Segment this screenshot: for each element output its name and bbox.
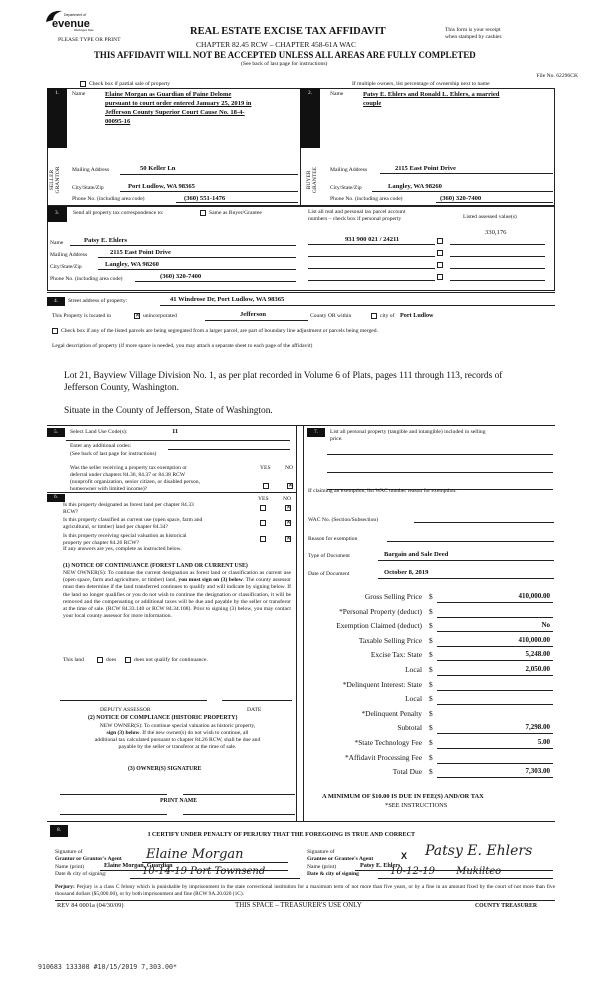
grantor-name-label: Name (print) bbox=[55, 864, 85, 870]
price-label: Local bbox=[405, 694, 422, 704]
additional-codes-label: Enter any additional codes: bbox=[70, 443, 132, 449]
signature-line bbox=[183, 814, 295, 815]
city-checkbox[interactable] bbox=[371, 313, 377, 319]
date-label: DATE bbox=[247, 707, 262, 713]
price-label: Taxable Selling Price bbox=[358, 635, 422, 645]
price-value[interactable]: 410,000.00 bbox=[518, 592, 550, 600]
divider bbox=[47, 492, 297, 493]
same-as-buyer-checkbox[interactable] bbox=[200, 210, 206, 216]
receipt-note: when stamped by cashier. bbox=[445, 34, 503, 40]
legal-description: Situate in the County of Jefferson, State of Washington. bbox=[64, 406, 273, 416]
field-line bbox=[160, 305, 555, 306]
send-correspondence-label: Send all property tax correspondence to: bbox=[73, 210, 164, 216]
field-line bbox=[437, 675, 553, 676]
signature-line bbox=[183, 794, 295, 795]
price-label: *Personal Property (deduct) bbox=[339, 606, 422, 616]
notice1-title: (1) NOTICE OF CONTINUANCE (FOREST LAND OR CURRENT USE) bbox=[63, 563, 248, 569]
exemption-question: (nonprofit organization, senior citizen, or disabled person, bbox=[70, 479, 200, 485]
field-line bbox=[120, 191, 298, 192]
seller-city-label: City/State/Zip bbox=[72, 185, 104, 191]
dollar-sign: $ bbox=[429, 752, 433, 762]
field-line bbox=[378, 878, 553, 879]
warning: THIS AFFIDAVIT WILL NOT BE ACCEPTED UNLESS ALL AREAS ARE FULLY COMPLETED bbox=[94, 50, 476, 60]
field-line bbox=[437, 617, 553, 618]
s3-phone-label: Phone No. (including area code) bbox=[50, 276, 123, 282]
buyer-mailing[interactable]: 2115 East Point Drive bbox=[395, 165, 456, 172]
dollar-sign: $ bbox=[429, 606, 433, 616]
s6-question: property per chapter 84.26 RCW? bbox=[63, 540, 139, 546]
does-label: does bbox=[106, 657, 117, 663]
grantor-sig-label: Signature of bbox=[55, 849, 83, 855]
yes-header: YES bbox=[260, 465, 271, 471]
buyer-name[interactable]: Patsy E. Ehlers and Ronald L. Ehlers, a married bbox=[363, 91, 500, 98]
county[interactable]: Jefferson bbox=[240, 311, 266, 318]
doc-type[interactable]: Bargain and Sale Deed bbox=[384, 551, 449, 558]
dollar-sign: $ bbox=[429, 635, 433, 645]
field-line bbox=[437, 631, 553, 632]
s3-phone[interactable]: (360) 320-7400 bbox=[160, 273, 202, 280]
field-line bbox=[378, 560, 554, 561]
exemption-yes-checkbox[interactable] bbox=[263, 483, 269, 489]
buyer-mailing-label: Mailing Address bbox=[330, 167, 368, 173]
form-revision: REV 84 0001a (04/30/09) bbox=[57, 902, 124, 909]
print-name-label: PRINT NAME bbox=[160, 798, 198, 804]
multiple-owners-note: If multiple owners, list percentage of ownership next to name bbox=[352, 81, 490, 87]
s3-city-label: City/State/Zip bbox=[50, 264, 82, 270]
s3-city[interactable]: Langley, WA 98260 bbox=[105, 261, 159, 268]
perjury-notice: Perjury: Perjury is a class C felony which is punishable by imprisonment in the state correctional institution for a maximum term of not more than five years, or by a fine in an amount fixed by the court of not more than five thousand dollars ($5,000.00), or by both imprisonment and fine (RCW 9A.20.020 (1C). bbox=[55, 884, 555, 897]
price-label: Total Due bbox=[392, 767, 422, 777]
grantee-date-label: Date & city of signing bbox=[307, 871, 359, 877]
buyer-name[interactable]: couple bbox=[363, 100, 382, 107]
buyer-name-label: Name bbox=[330, 91, 344, 97]
this-land-label: This land bbox=[63, 657, 84, 663]
dollar-sign: $ bbox=[429, 723, 433, 733]
city-name[interactable]: Port Ludlow bbox=[400, 312, 434, 319]
price-label: *Delinquent Interest: State bbox=[342, 679, 422, 689]
dollar-sign: $ bbox=[429, 679, 433, 689]
treasurer-space: THIS SPACE – TREASURER'S USE ONLY bbox=[235, 901, 362, 909]
s6-question: Is this property classified as current use (open space, farm and bbox=[63, 517, 203, 523]
s6-question: RCW? bbox=[63, 509, 79, 515]
field-line bbox=[437, 748, 553, 749]
s3-name[interactable]: Patsy E. Ehlers bbox=[84, 237, 128, 244]
field-line bbox=[308, 256, 435, 257]
seller-mailing-label: Mailing Address bbox=[72, 167, 110, 173]
seller-name[interactable]: 00095-16 bbox=[105, 118, 131, 125]
segregated-checkbox[interactable] bbox=[52, 328, 58, 334]
personal-property-checkbox[interactable] bbox=[437, 274, 443, 280]
parcel-number[interactable]: 931 900 021 / 24211 bbox=[345, 236, 400, 243]
parcel-label: numbers – check box if personal property bbox=[308, 216, 402, 222]
field-line bbox=[437, 733, 553, 734]
notice2-title: (2) NOTICE OF COMPLIANCE (HISTORIC PROPERTY) bbox=[88, 715, 238, 721]
s6-question: agricultural, or timber) land per chapter 84.34? bbox=[63, 524, 168, 530]
section-number: 5. bbox=[47, 428, 65, 437]
parcel-label: List all real and personal tax parcel account bbox=[308, 209, 406, 215]
signature-line bbox=[60, 794, 167, 795]
personal-property-checkbox[interactable] bbox=[437, 238, 443, 244]
field-line bbox=[450, 244, 545, 245]
s3-mailing[interactable]: 2115 East Point Drive bbox=[110, 249, 171, 256]
grantee-sig-label: Grantee or Grantee's Agent bbox=[307, 856, 374, 862]
seller-name[interactable]: pursuant to court order entered January 25, 2019 in bbox=[105, 100, 252, 107]
dollar-sign: $ bbox=[429, 665, 433, 674]
unincorporated-label: unincorporated bbox=[143, 313, 177, 319]
buyer-city-label: City/State/Zip bbox=[330, 185, 362, 191]
field-line bbox=[327, 454, 553, 455]
legal-label: Legal description of property (if more space is needed, you may attach a separate sheet to each page of the affidavit) bbox=[52, 343, 313, 349]
personal-property-label: price. bbox=[330, 436, 343, 442]
field-line bbox=[168, 449, 290, 450]
notice2-text: sign (3) below. If the new owner(s) do not wish to continue, all bbox=[106, 730, 249, 736]
seller-mailing[interactable]: 50 Keller Ln bbox=[140, 165, 176, 172]
dollar-sign: $ bbox=[429, 767, 433, 777]
grantor-date-city[interactable]: 10-14-19 Port Townsend bbox=[142, 866, 266, 877]
segregated-label: Check box if any of the listed parcels are being segregated from a larger parcel, are part of boundary line adjustment or parcels being merged. bbox=[61, 328, 378, 334]
no-header: NO bbox=[285, 465, 294, 471]
section-bar bbox=[47, 100, 67, 148]
dollar-sign: $ bbox=[429, 621, 433, 631]
s6-yes-checkbox[interactable] bbox=[260, 536, 266, 542]
does-not-label: does not qualify for continuance. bbox=[134, 657, 208, 663]
dollar-sign: $ bbox=[429, 650, 433, 660]
field-line bbox=[378, 578, 554, 579]
price-value[interactable]: 2,050.00 bbox=[525, 665, 550, 673]
buyer-phone[interactable]: (360) 320-7400 bbox=[440, 195, 482, 202]
section-number: 3. bbox=[47, 206, 67, 222]
exemption-question: homeowner with limited income)? bbox=[70, 486, 148, 492]
receipt-note: This form is your receipt bbox=[445, 27, 501, 33]
see-instructions: *SEE INSTRUCTIONS bbox=[385, 802, 448, 809]
same-as-buyer-label: Same as Buyer/Grantee bbox=[209, 210, 262, 216]
field-line bbox=[437, 646, 553, 647]
divider bbox=[47, 292, 555, 293]
svg-text:evenue: evenue bbox=[52, 18, 90, 30]
price-value[interactable]: 7,298.00 bbox=[525, 723, 550, 732]
personal-property-checkbox[interactable] bbox=[437, 250, 443, 256]
field-line bbox=[380, 173, 553, 174]
dollar-sign: $ bbox=[429, 708, 433, 718]
file-no: File No. 62296CK bbox=[536, 73, 578, 79]
please-type: PLEASE TYPE OR PRINT bbox=[58, 37, 121, 43]
deputy-assessor-label: DEPUTY ASSESSOR bbox=[100, 707, 151, 713]
price-value[interactable]: 410,000.00 bbox=[518, 635, 550, 644]
price-label: *Delinquent Penalty bbox=[361, 708, 422, 718]
s6-no-checkbox[interactable]: ✕ bbox=[286, 536, 292, 542]
street-address[interactable]: 41 Windrose Dr, Port Ludlow, WA 98365 bbox=[170, 296, 285, 303]
field-line bbox=[205, 320, 308, 321]
certify-statement: I CERTIFY UNDER PENALTY OF PERJURY THAT THE FOREGOING IS TRUE AND CORRECT bbox=[148, 832, 416, 838]
grantor-sig-label: Grantor or Grantor's Agent bbox=[55, 856, 122, 862]
field-line bbox=[308, 268, 435, 269]
reason-field bbox=[387, 541, 554, 542]
legal-description: Jefferson County, Washington. bbox=[64, 383, 179, 393]
field-line bbox=[120, 174, 298, 175]
field-line bbox=[98, 257, 296, 258]
price-label: Gross Selling Price bbox=[364, 592, 422, 601]
minimum-due-note: A MINIMUM OF $10.00 IS DUE IN FEE(S) AND/OR TAX bbox=[322, 793, 484, 800]
seller-name-label: Name bbox=[72, 91, 86, 97]
exemption-question: Was the seller receiving a property tax exemption or bbox=[70, 465, 187, 471]
s6-yes-checkbox[interactable] bbox=[260, 520, 266, 526]
grantee-date-city[interactable]: 10-12-19 Mukilteo bbox=[390, 866, 502, 877]
personal-property-checkbox[interactable] bbox=[437, 262, 443, 268]
seller-phone[interactable]: (360) 551-1476 bbox=[184, 195, 226, 202]
grantee-x-mark: X bbox=[401, 851, 408, 861]
section-number: 7. bbox=[307, 428, 325, 437]
field-line bbox=[98, 269, 296, 270]
field-line bbox=[436, 202, 553, 203]
buyer-side-label: BUYER GRANTEE bbox=[306, 166, 318, 194]
exemption-no-checkbox[interactable]: ✕ bbox=[288, 483, 294, 489]
s6-question: Is this property designated as forest land per chapter 84.33 bbox=[63, 502, 194, 508]
exemption-question: deferral under chapters 84.36, 84.37 or 84.38 RCW bbox=[70, 472, 186, 478]
street-label: Street address of property: bbox=[68, 298, 128, 304]
s6-question: Is this property receiving special valuation as historical bbox=[63, 533, 187, 539]
s3-name-label: Name bbox=[50, 240, 64, 246]
field-line bbox=[437, 690, 553, 691]
partial-sale-checkbox[interactable] bbox=[80, 81, 86, 87]
section-number: 8. bbox=[50, 825, 68, 837]
field-line bbox=[437, 660, 553, 661]
cashier-stamp: 910683 133308 #10/15/2019 7,303.00* bbox=[38, 963, 177, 971]
partial-sale-label: Check box if partial sale of property bbox=[89, 81, 171, 87]
does-not-checkbox[interactable] bbox=[125, 657, 131, 663]
dollar-sign: $ bbox=[429, 592, 433, 601]
assessed-label: Listed assessed value(s) bbox=[463, 214, 517, 220]
doc-date[interactable]: October 8, 2019 bbox=[384, 569, 429, 576]
field-line bbox=[450, 280, 545, 281]
doc-date-label: Date of Document bbox=[308, 571, 350, 577]
grantor-signature[interactable]: Elaine Morgan bbox=[146, 847, 244, 862]
svg-text:Department of: Department of bbox=[64, 13, 87, 17]
no-header: NO bbox=[283, 496, 292, 502]
field-line bbox=[450, 256, 545, 257]
field-line bbox=[327, 472, 553, 473]
county-or-label: County OR within bbox=[310, 313, 352, 319]
seller-name[interactable]: Elaine Morgan as Guardian of Paine Delome bbox=[105, 91, 232, 98]
field-line bbox=[308, 244, 435, 245]
notice2-text: payable by the seller or transferor at the time of sale. bbox=[118, 744, 237, 750]
land-use-code[interactable]: 11 bbox=[172, 428, 179, 435]
s6-no-checkbox[interactable]: ✕ bbox=[286, 520, 292, 526]
county-treasurer: COUNTY TREASURER bbox=[475, 903, 538, 909]
price-value[interactable]: 5,248.00 bbox=[525, 650, 550, 659]
dor-logo bbox=[44, 8, 104, 32]
price-value[interactable]: 5.00 bbox=[537, 738, 550, 746]
yes-header: YES bbox=[258, 496, 269, 502]
dollar-sign: $ bbox=[429, 738, 433, 747]
grantee-signature[interactable]: Patsy E. Ehlers bbox=[425, 843, 533, 859]
wac-label: WAC No. (Section/Subsection) bbox=[308, 517, 379, 523]
seller-phone-label: Phone No. (including area code) bbox=[72, 196, 145, 202]
does-checkbox[interactable] bbox=[97, 657, 103, 663]
section-number: 1. bbox=[47, 88, 67, 100]
field-line bbox=[437, 777, 553, 778]
seller-city[interactable]: Port Ludlow, WA 98365 bbox=[128, 183, 195, 190]
signature-line bbox=[60, 700, 207, 701]
field-line bbox=[437, 704, 553, 705]
section-bar bbox=[300, 100, 320, 148]
grantor-name[interactable]: Elaine Morgan, Guardian bbox=[104, 862, 173, 869]
s3-mailing-label: Mailing Address bbox=[50, 252, 88, 258]
seller-name[interactable]: Jefferson County Superior Court Cause No. 18-4- bbox=[105, 109, 245, 116]
field-line bbox=[176, 202, 298, 203]
located-label: This Property is located in bbox=[52, 313, 112, 319]
city-of-label: city of bbox=[380, 313, 395, 319]
signature-line bbox=[60, 814, 167, 815]
grantee-sig-label: Signature of bbox=[307, 849, 335, 855]
field-line bbox=[308, 280, 435, 281]
instructions-note: (See back of last page for instructions) bbox=[241, 61, 328, 67]
field-line bbox=[450, 268, 545, 269]
buyer-phone-label: Phone No. (including area code) bbox=[330, 196, 403, 202]
price-label: Subtotal bbox=[397, 723, 422, 733]
field-line bbox=[66, 440, 290, 441]
if-yes-note: If any answers are yes, complete as instructed below. bbox=[63, 546, 182, 552]
doc-type-label: Type of Document bbox=[308, 553, 350, 559]
field-line bbox=[372, 191, 553, 192]
notice1-text: NEW OWNER(S): To continue the current designation as forest land or classification as current use (open space, farm and agriculture, or timber) land, you must sign on (3) below. The county assessor must then determine if the land transferred continues to qualify and will indicate by signing below. If the land no longer qualifies or you do not wish to continue the designation or classification, it will be removed and the compensating or additional taxes will be due and payable by the seller or transferor at the time of sale. (RCW 84.33.140 or RCW 84.34.108). Prior to signing (3) below, you may contact your local county assessor for more information. bbox=[63, 570, 291, 620]
price-label: *Affidavit Processing Fee bbox=[344, 752, 422, 762]
field-line bbox=[437, 763, 553, 764]
additional-codes-note: (See back of last page for instructions) bbox=[70, 451, 157, 457]
notice2-text: NEW OWNER(S): To continue special valuation as historic property, bbox=[99, 723, 256, 729]
field-line bbox=[70, 245, 296, 246]
wac-field bbox=[414, 522, 554, 523]
price-label: Excise Tax: State bbox=[370, 650, 422, 660]
form-title: REAL ESTATE EXCISE TAX AFFIDAVIT bbox=[190, 26, 386, 37]
legal-description: Lot 21, Bayview Village Division No. 1, as per plat recorded in Volume 6 of Plats, pages 111 through 113, records of bbox=[64, 371, 503, 381]
s6-no-checkbox[interactable]: ✕ bbox=[286, 505, 292, 511]
chapter: CHAPTER 82.45 RCW – CHAPTER 458-61A WAC bbox=[196, 40, 356, 49]
price-label: Local bbox=[405, 665, 422, 674]
unincorporated-checkbox[interactable]: ✕ bbox=[135, 313, 141, 319]
notice2-text: additional tax calculated pursuant to chapter 84.26 RCW, shall be due and bbox=[94, 737, 261, 743]
exemption-claim-label: If claiming an exemption, list WAC number reason for exemption: bbox=[308, 488, 457, 494]
price-value[interactable]: No bbox=[541, 621, 550, 630]
grantor-date-label: Date & city of signing: bbox=[55, 871, 107, 877]
field-line bbox=[130, 878, 300, 879]
price-value[interactable]: 7,303.00 bbox=[525, 767, 550, 776]
assessed-value[interactable]: 330,176 bbox=[485, 229, 507, 236]
section-number: 4. bbox=[47, 297, 65, 306]
seller-side-label: SELLER GRANTOR bbox=[49, 166, 61, 194]
land-use-label: Select Land Use Code(s): bbox=[70, 429, 128, 435]
buyer-city[interactable]: Langley, WA 98260 bbox=[388, 183, 442, 190]
price-label: *State Technology Fee bbox=[354, 738, 422, 747]
reason-label: Reason for exemption bbox=[308, 536, 358, 542]
price-label: Exemption Claimed (deduct) bbox=[336, 621, 422, 631]
section-number: 2. bbox=[300, 88, 320, 100]
section-number: 6. bbox=[47, 494, 65, 502]
dollar-sign: $ bbox=[429, 694, 433, 704]
field-line bbox=[135, 281, 296, 282]
s6-yes-checkbox[interactable] bbox=[260, 505, 266, 511]
personal-property-label: List all personal property (tangible and intangible) included in selling bbox=[330, 429, 486, 435]
owner-signature-label: (3) OWNER(S) SIGNATURE bbox=[128, 766, 202, 772]
field-line bbox=[437, 602, 553, 603]
svg-text:Washington State: Washington State bbox=[74, 29, 94, 32]
grantee-name-label: Name (print) bbox=[307, 864, 337, 870]
grantee-name[interactable]: Patsy E. Ehlers bbox=[360, 862, 401, 869]
